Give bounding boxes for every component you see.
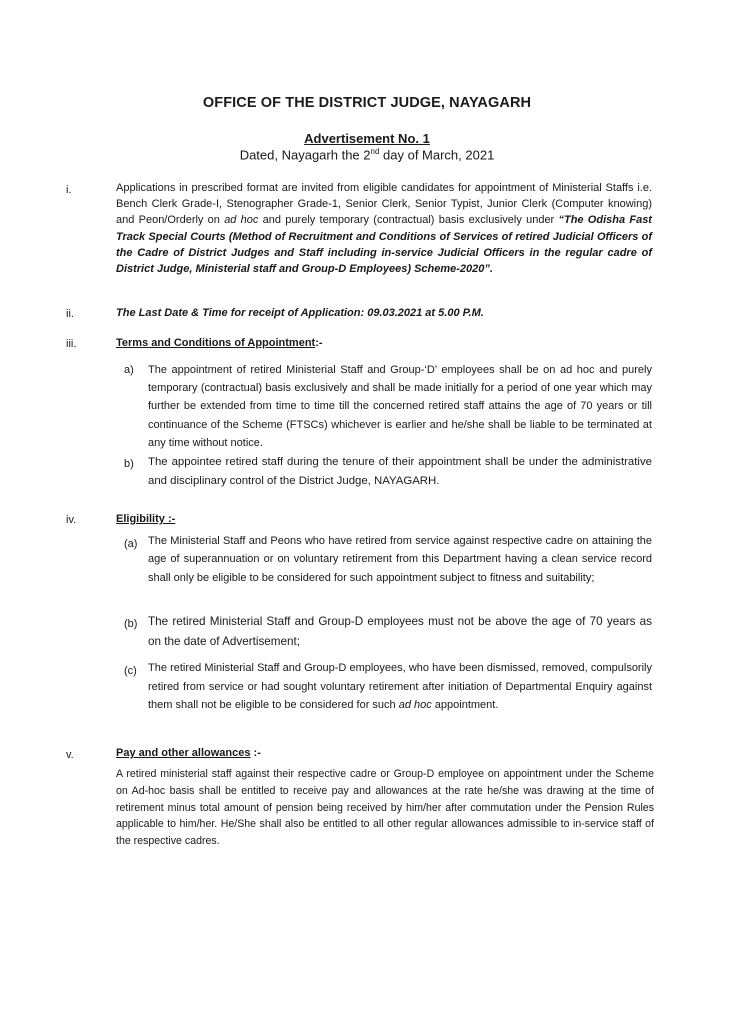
section-iii-heading-suffix: :- (315, 337, 323, 349)
advertisement-number: Advertisement No. 1 (304, 131, 430, 146)
section-iv-item-c-part1: The retired Ministerial Staff and Group-D employees, who have been dismissed, removed, compulsorily retired from service or had sought voluntary retirement after initiation of Departmental Enquiry against them shall not be eligible to be considered for such (148, 662, 652, 711)
section-v-heading (116, 745, 652, 761)
date-superscript: nd (370, 147, 380, 156)
section-iv-item-c-part2: appointment. (431, 699, 499, 711)
section-v-heading-suffix: :- (250, 747, 261, 759)
section-iii-number: iii. (66, 338, 77, 350)
section-ii-last-date: The Last Date & Time for receipt of Application: 09.03.2021 at 5.00 P.M. (116, 307, 484, 319)
section-ii-number: ii. (66, 308, 74, 320)
office-title: OFFICE OF THE DISTRICT JUDGE, NAYAGARH (202, 95, 532, 111)
section-iv-item-c-italic: ad hoc (398, 699, 432, 711)
section-iv-item-c-label: (c) (124, 665, 137, 677)
section-iii-item-b-label: b) (124, 458, 134, 470)
section-v-heading-text: Pay and other allowances (116, 747, 251, 759)
section-iv-item-b-label: (b) (124, 618, 138, 630)
section-iv-item-c-text (148, 659, 652, 715)
section-iv-heading: Eligibility :- (116, 513, 176, 525)
section-i-italic: ad hoc (224, 214, 259, 227)
section-iv-item-a-text: The Ministerial Staff and Peons who have retired from service against respective cadre on attaining the age of superannuation or on voluntary retirement from this Department having a clean service record shall only be eligible to be considered for such appointment subject to fitness and suitability; (148, 535, 652, 584)
section-v-text: A retired ministerial staff against their respective cadre or Group-D employee on appointment under the Scheme on Ad-hoc basis shall be entitled to receive pay and allowances at the rate he/she was drawing at the time of retirement minus total amount of pension being received by him/her after commutation under the Pension Rules applicable to him/her. He/She shall also be entitled to all other regular allowances admissible to in-service staff of the respective cadres. (116, 768, 654, 848)
advertisement-date (0, 147, 734, 162)
section-iii-heading (116, 335, 652, 351)
date-prefix: Dated, Nayagarh the 2 (239, 147, 371, 163)
section-iii-item-a-text: The appointment of retired Ministerial Staff and Group-‘D’ employees shall be on ad hoc and purely temporary (contractual) basis exclusively and shall be made initially for a period of one year which may further be extended from time to time till the concerned retired staff attains the age of 70 years or till continuance of the Scheme (FTSCs) whichever is earlier and he/she shall be liable to be terminated at any time without notice. (148, 364, 652, 449)
date-suffix: day of March, 2021 (379, 147, 495, 163)
section-iv-number: iv. (66, 514, 77, 526)
section-iii-item-b-text: The appointee retired staff during the tenure of their appointment shall be under the administrative and disciplinary control of the District Judge, NAYAGARH. (148, 456, 652, 487)
section-iii-heading-text: Terms and Conditions of Appointment (116, 337, 316, 349)
section-i-number: i. (66, 184, 72, 196)
section-i-text-part1: Applications in prescribed format are invited from eligible candidates for appointment of Ministerial Staffs i.e. Bench Clerk Grade-I, Stenographer Grade-1, Senior Clerk, Senior Typist, Junior Clerk (Computer knowing) and Peon/Orderly on (116, 182, 652, 227)
section-iv-item-a-label: (a) (124, 538, 138, 550)
section-i-scheme-name: “The Odisha Fast Track Special Courts (Method of Recruitment and Conditions of Services of retired Judicial Officers of the Cadre of District Judges and Staff including in-service Judicial Officers in the regular cadre of District Judge, Ministerial staff and Group-D Employees) Scheme-2020”. (116, 214, 652, 276)
section-iv-item-b-text: The retired Ministerial Staff and Group-D employees must not be above the age of 70 years as on the date of Advertisement; (148, 615, 652, 648)
section-v-number: v. (66, 749, 74, 761)
section-i-text-part2: and purely temporary (contractual) basis exclusively under (258, 214, 559, 227)
section-i-text (116, 180, 652, 277)
section-iii-item-a-label: a) (124, 364, 134, 376)
